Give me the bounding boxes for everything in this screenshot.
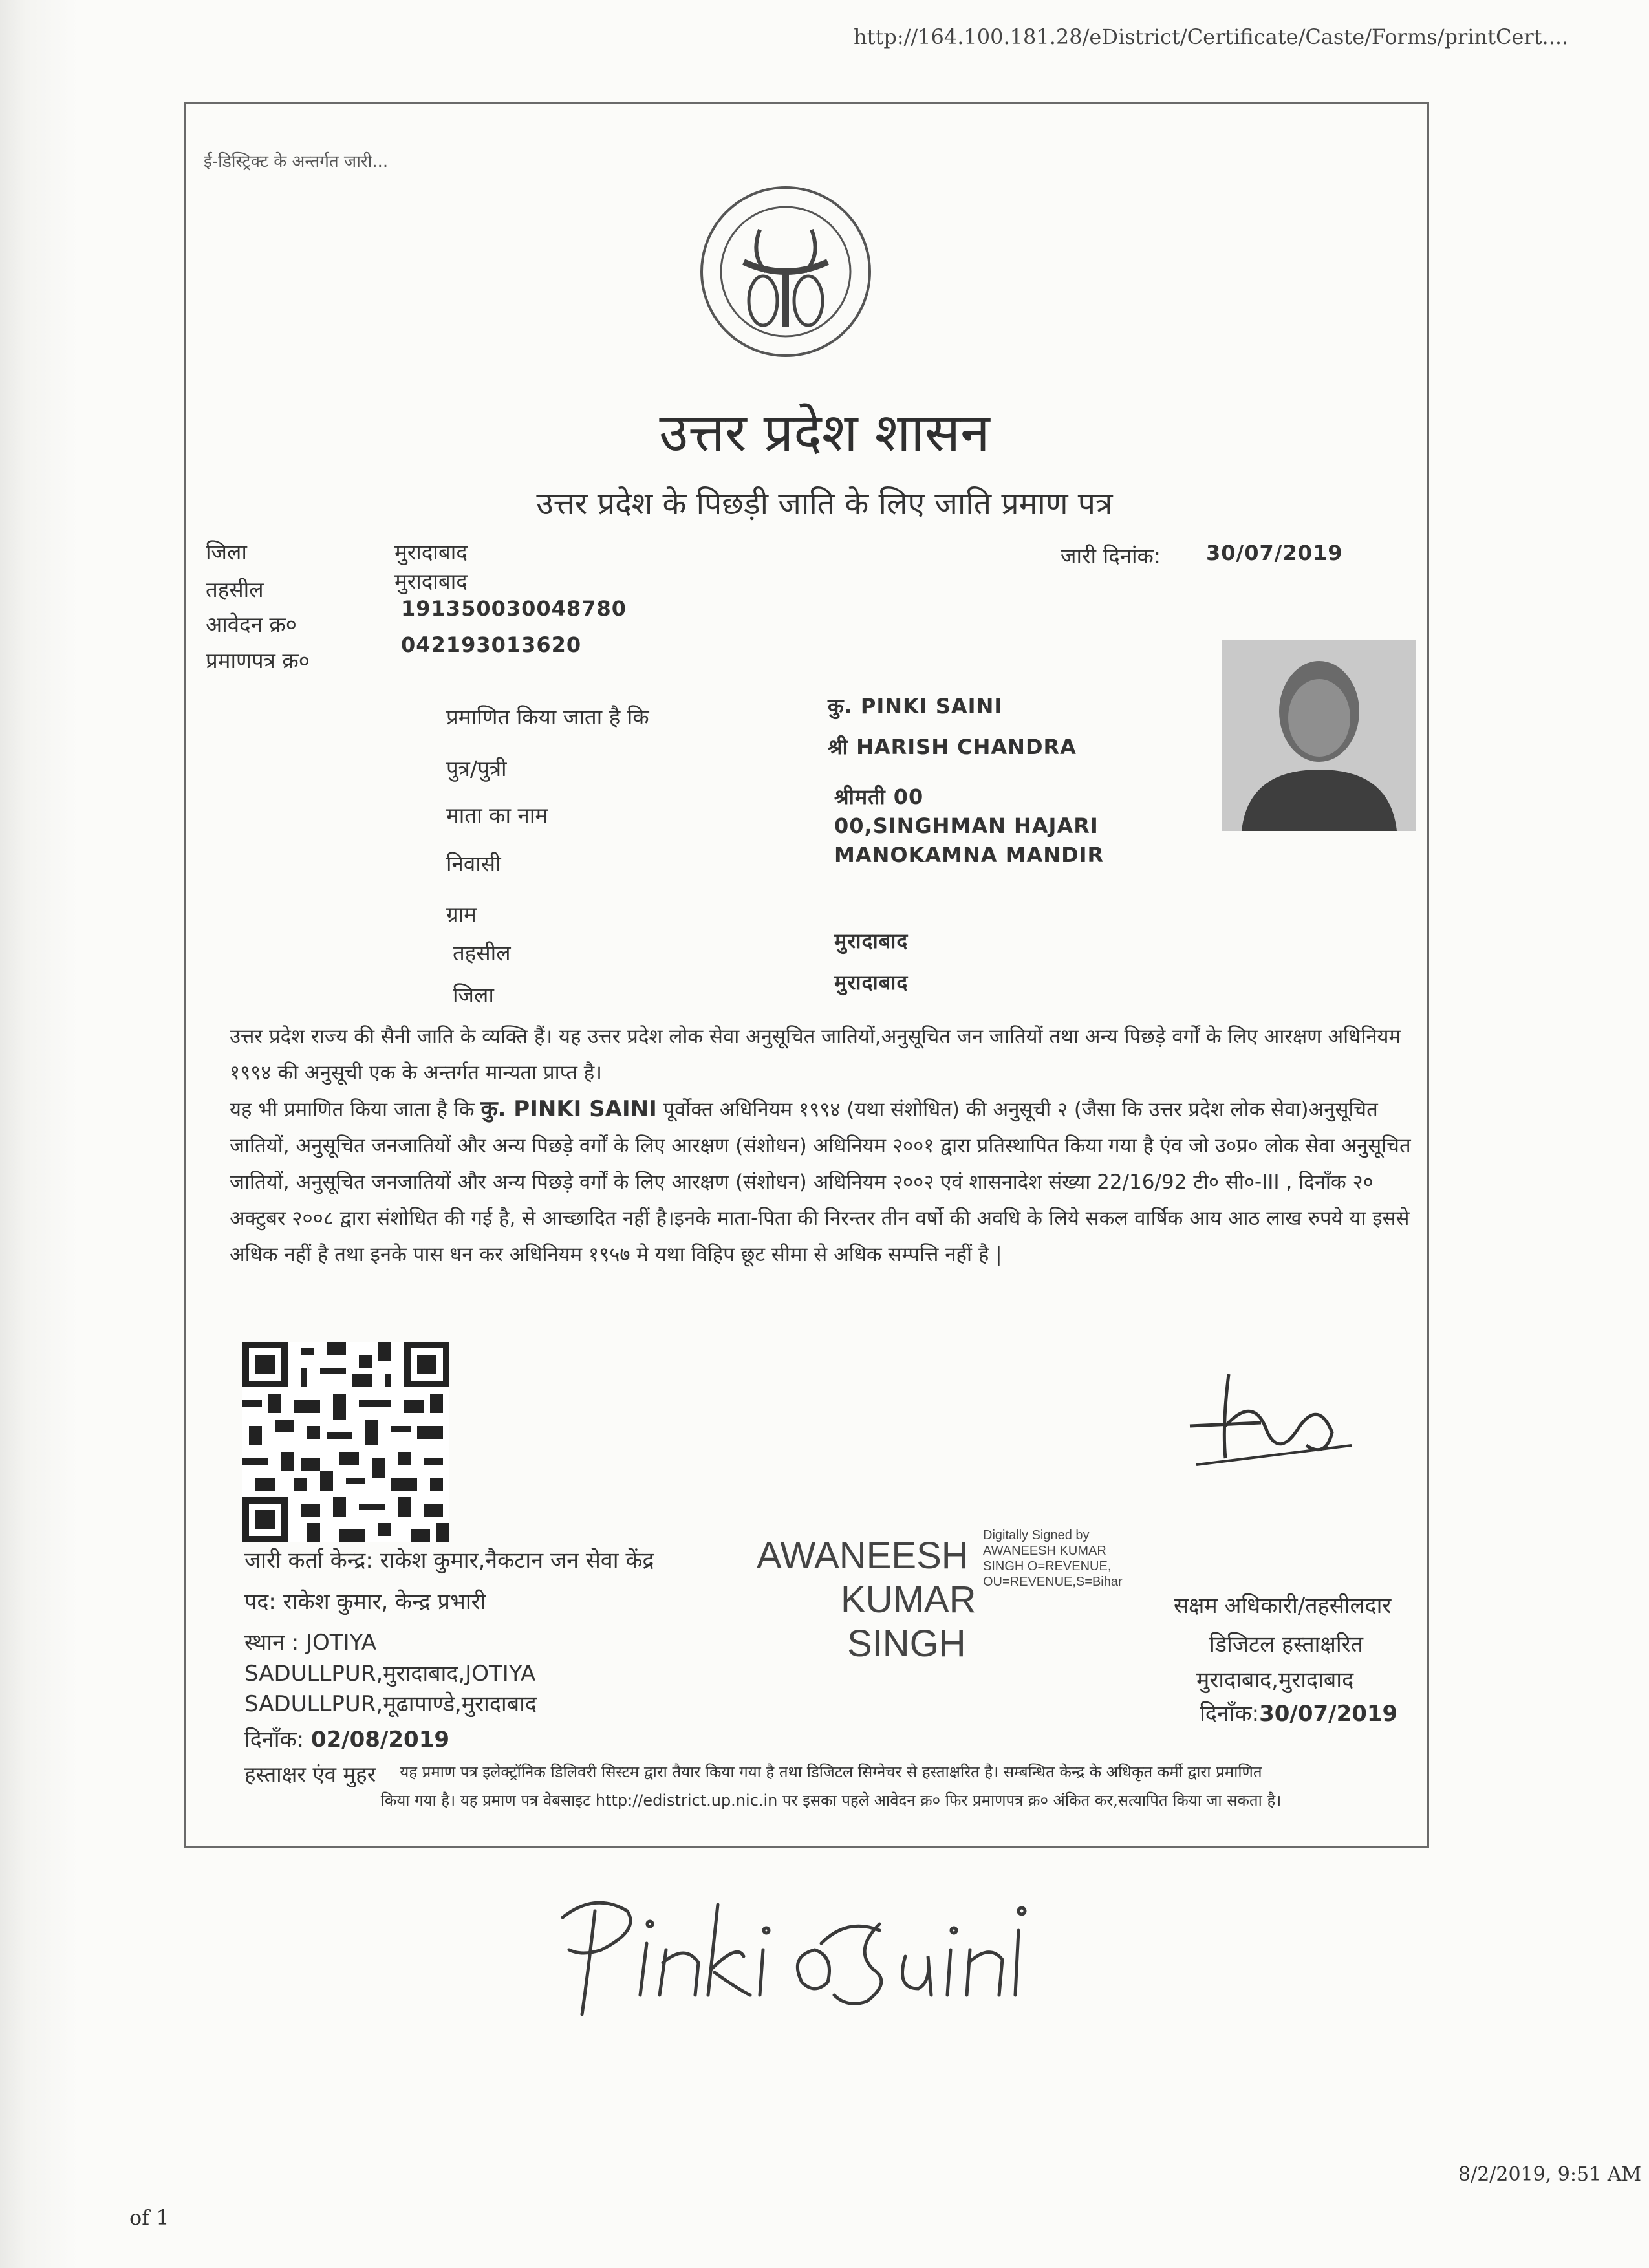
- certificate-number: 042193013620: [401, 632, 582, 657]
- footer-note: [230, 1758, 1432, 1815]
- tehsil-detail-label: तहसील: [453, 940, 511, 966]
- issuer-post: पद: राकेश कुमार, केन्द्र प्रभारी: [244, 1589, 486, 1615]
- authority-signature-mark: [1177, 1348, 1371, 1491]
- district-value: मुरादाबाद: [394, 539, 468, 565]
- body-paragraph-2-intro: यह भी प्रमाणित किया जाता है कि: [230, 1098, 475, 1121]
- district-detail-label: जिला: [453, 982, 494, 1008]
- issuer-place-2: SADULLPUR,मुरादाबाद,JOTIYA: [244, 1661, 536, 1687]
- resident-label: निवासी: [446, 851, 501, 876]
- digital-signature-line-1: Digitally Signed by: [983, 1528, 1090, 1542]
- authority-place: मुरादाबाद,मुरादाबाद: [1196, 1667, 1354, 1693]
- up-government-emblem-icon: [698, 184, 873, 359]
- district-detail-value: मुरादाबाद: [834, 970, 909, 995]
- signature-seal-label: हस्ताक्षर एंव मुहर: [244, 1762, 376, 1787]
- certificate-title: उत्तर प्रदेश के पिछड़ी जाति के लिए जाति प्रमाण पत्र: [536, 486, 1113, 522]
- issuer-place-1: स्थान : JOTIYA: [244, 1630, 376, 1656]
- address-line-1: 00,SINGHMAN HAJARI: [834, 814, 1099, 838]
- mother-label: माता का नाम: [446, 803, 548, 828]
- government-title: उत्तर प्रदेश शासन: [659, 402, 990, 464]
- village-label: ग्राम: [446, 902, 477, 927]
- digital-signature-line-3: SINGH O=REVENUE,: [983, 1559, 1112, 1573]
- issuer-place-3: SADULLPUR,मूढापाण्डे,मुरादाबाद: [244, 1691, 537, 1717]
- mother-name: श्रीमती 00: [834, 784, 924, 809]
- issuer-date: [244, 1723, 449, 1753]
- issue-date: 30/07/2019: [1206, 541, 1343, 565]
- body-paragraph-2: पूर्वोक्त अधिनियम १९९४ (यथा संशोधित) की अनुसूची २ (जैसा कि उत्तर प्रदेश लोक सेवा)अनुसूचित जातियों, अनुसूचित जनजातियों और अन्य पिछड़े वर्गों के लिए आरक्षण (संशोधन) अधिनियम २००१ द्वारा प्रतिस्थापित किया गया है एंव जो उ०प्र० लोक सेवा अनुसूचित जातियों, अनुसूचित जनजातियों और अन्य पिछड़े वर्गों के लिए आरक्षण (संशोधन) अधिनियम २००२ एवं शासनादेश संख्या 22/16/92 टी० सी०-III , दिनाँक २० अक्टुबर २००८ द्वारा संशोधित की गई है, से आच्छादित नहीं है।इनके माता-पिता की निरन्तर तीन वर्षो की अवधि के लिये सकल वार्षिक आय आठ लाख रुपये या इससे अधिक नहीं है तथा इनके पास धन कर अधिनियम १९५७ मे यथा विहिप छूट सीमा से अधिक सम्पत्ति नहीं है |: [230, 1098, 1411, 1266]
- parent-label: पुत्र/पुत्री: [446, 756, 507, 781]
- digital-signature-details: [983, 1528, 1123, 1590]
- body-applicant-name: कु. PINKI SAINI: [480, 1096, 657, 1122]
- tehsil-value: मुरादाबाद: [394, 568, 468, 594]
- digital-signer-name-2: KUMAR: [841, 1579, 976, 1621]
- application-number: 191350030048780: [401, 596, 627, 621]
- issuer-date-label: दिनाँक:: [244, 1727, 305, 1753]
- certificate-body: [230, 1019, 1413, 1273]
- certified-label: प्रमाणित किया जाता है कि: [446, 704, 649, 729]
- authority-title: सक्षम अधिकारी/तहसीलदार: [1174, 1593, 1392, 1619]
- issuing-centre: जारी कर्ता केन्द्र: राकेश कुमार,नैकटान जन सेवा केंद्र: [244, 1548, 654, 1573]
- page-url: http://164.100.181.28/eDistrict/Certificate/Caste/Forms/printCert....: [854, 25, 1569, 49]
- handwritten-signature: [543, 1879, 1035, 2034]
- digital-signer-name-1: AWANEESH: [757, 1535, 969, 1577]
- qr-code: [242, 1342, 449, 1542]
- footer-line-2: किया गया है। यह प्रमाण पत्र वेबसाइट http://edistrict.up.nic.in पर इसका पहले आवेदन क्र० फिर प्रमाणपत्र क्र० अंकित कर,सत्यापित किया जा सकता है।: [380, 1791, 1282, 1809]
- district-label: जिला: [206, 539, 247, 565]
- footer-line-1: यह प्रमाण पत्र इलेक्ट्रॉनिक डिलिवरी सिस्टम द्वारा तैयार किया गया है तथा डिजिटल सिग्नेचर से हस्ताक्षरित है। सम्बन्धित केन्द्र के अधिकृत कर्मी द्वारा प्रमाणित: [400, 1763, 1262, 1781]
- father-name: श्री HARISH CHANDRA: [828, 735, 1077, 759]
- page-indicator: of 1: [129, 2205, 169, 2230]
- printed-timestamp: 8/2/2019, 9:51 AM: [1458, 2163, 1642, 2186]
- tehsil-detail-value: मुरादाबाद: [834, 929, 909, 953]
- applicant-photo: [1222, 640, 1416, 831]
- body-paragraph-1: उत्तर प्रदेश राज्य की सैनी जाति के व्यक्ति हैं। यह उत्तर प्रदेश लोक सेवा अनुसूचित जातियों,अनुसूचित जन जातियों तथा अन्य पिछड़े वर्गों के लिए आरक्षण अधिनियम १९९४ की अनुसूची एक के अन्तर्गत मान्यता प्राप्त है।: [230, 1025, 1401, 1085]
- issuer-date-value: 02/08/2019: [310, 1727, 450, 1753]
- applicant-name: कु. PINKI SAINI: [828, 694, 1003, 718]
- digital-signature-line-2: AWANEESH KUMAR: [983, 1544, 1106, 1558]
- authority-date-value: 30/07/2019: [1259, 1701, 1398, 1727]
- digital-signature-line-4: OU=REVENUE,S=Bihar: [983, 1575, 1123, 1589]
- authority-date: [1200, 1698, 1397, 1727]
- authority-date-label: दिनाँक:: [1200, 1701, 1260, 1727]
- application-label: आवेदन क्र०: [206, 612, 297, 637]
- authority-signed: डिजिटल हस्ताक्षरित: [1209, 1632, 1363, 1658]
- issued-note: ई-डिस्ट्रिक्ट के अन्तर्गत जारी...: [204, 152, 389, 171]
- certificate-number-label: प्रमाणपत्र क्र०: [206, 648, 310, 673]
- digital-signer-name-3: SINGH: [847, 1623, 966, 1665]
- tehsil-label: तहसील: [206, 577, 264, 602]
- issue-date-label: जारी दिनांक:: [1061, 543, 1161, 568]
- address-line-2: MANOKAMNA MANDIR: [834, 843, 1105, 867]
